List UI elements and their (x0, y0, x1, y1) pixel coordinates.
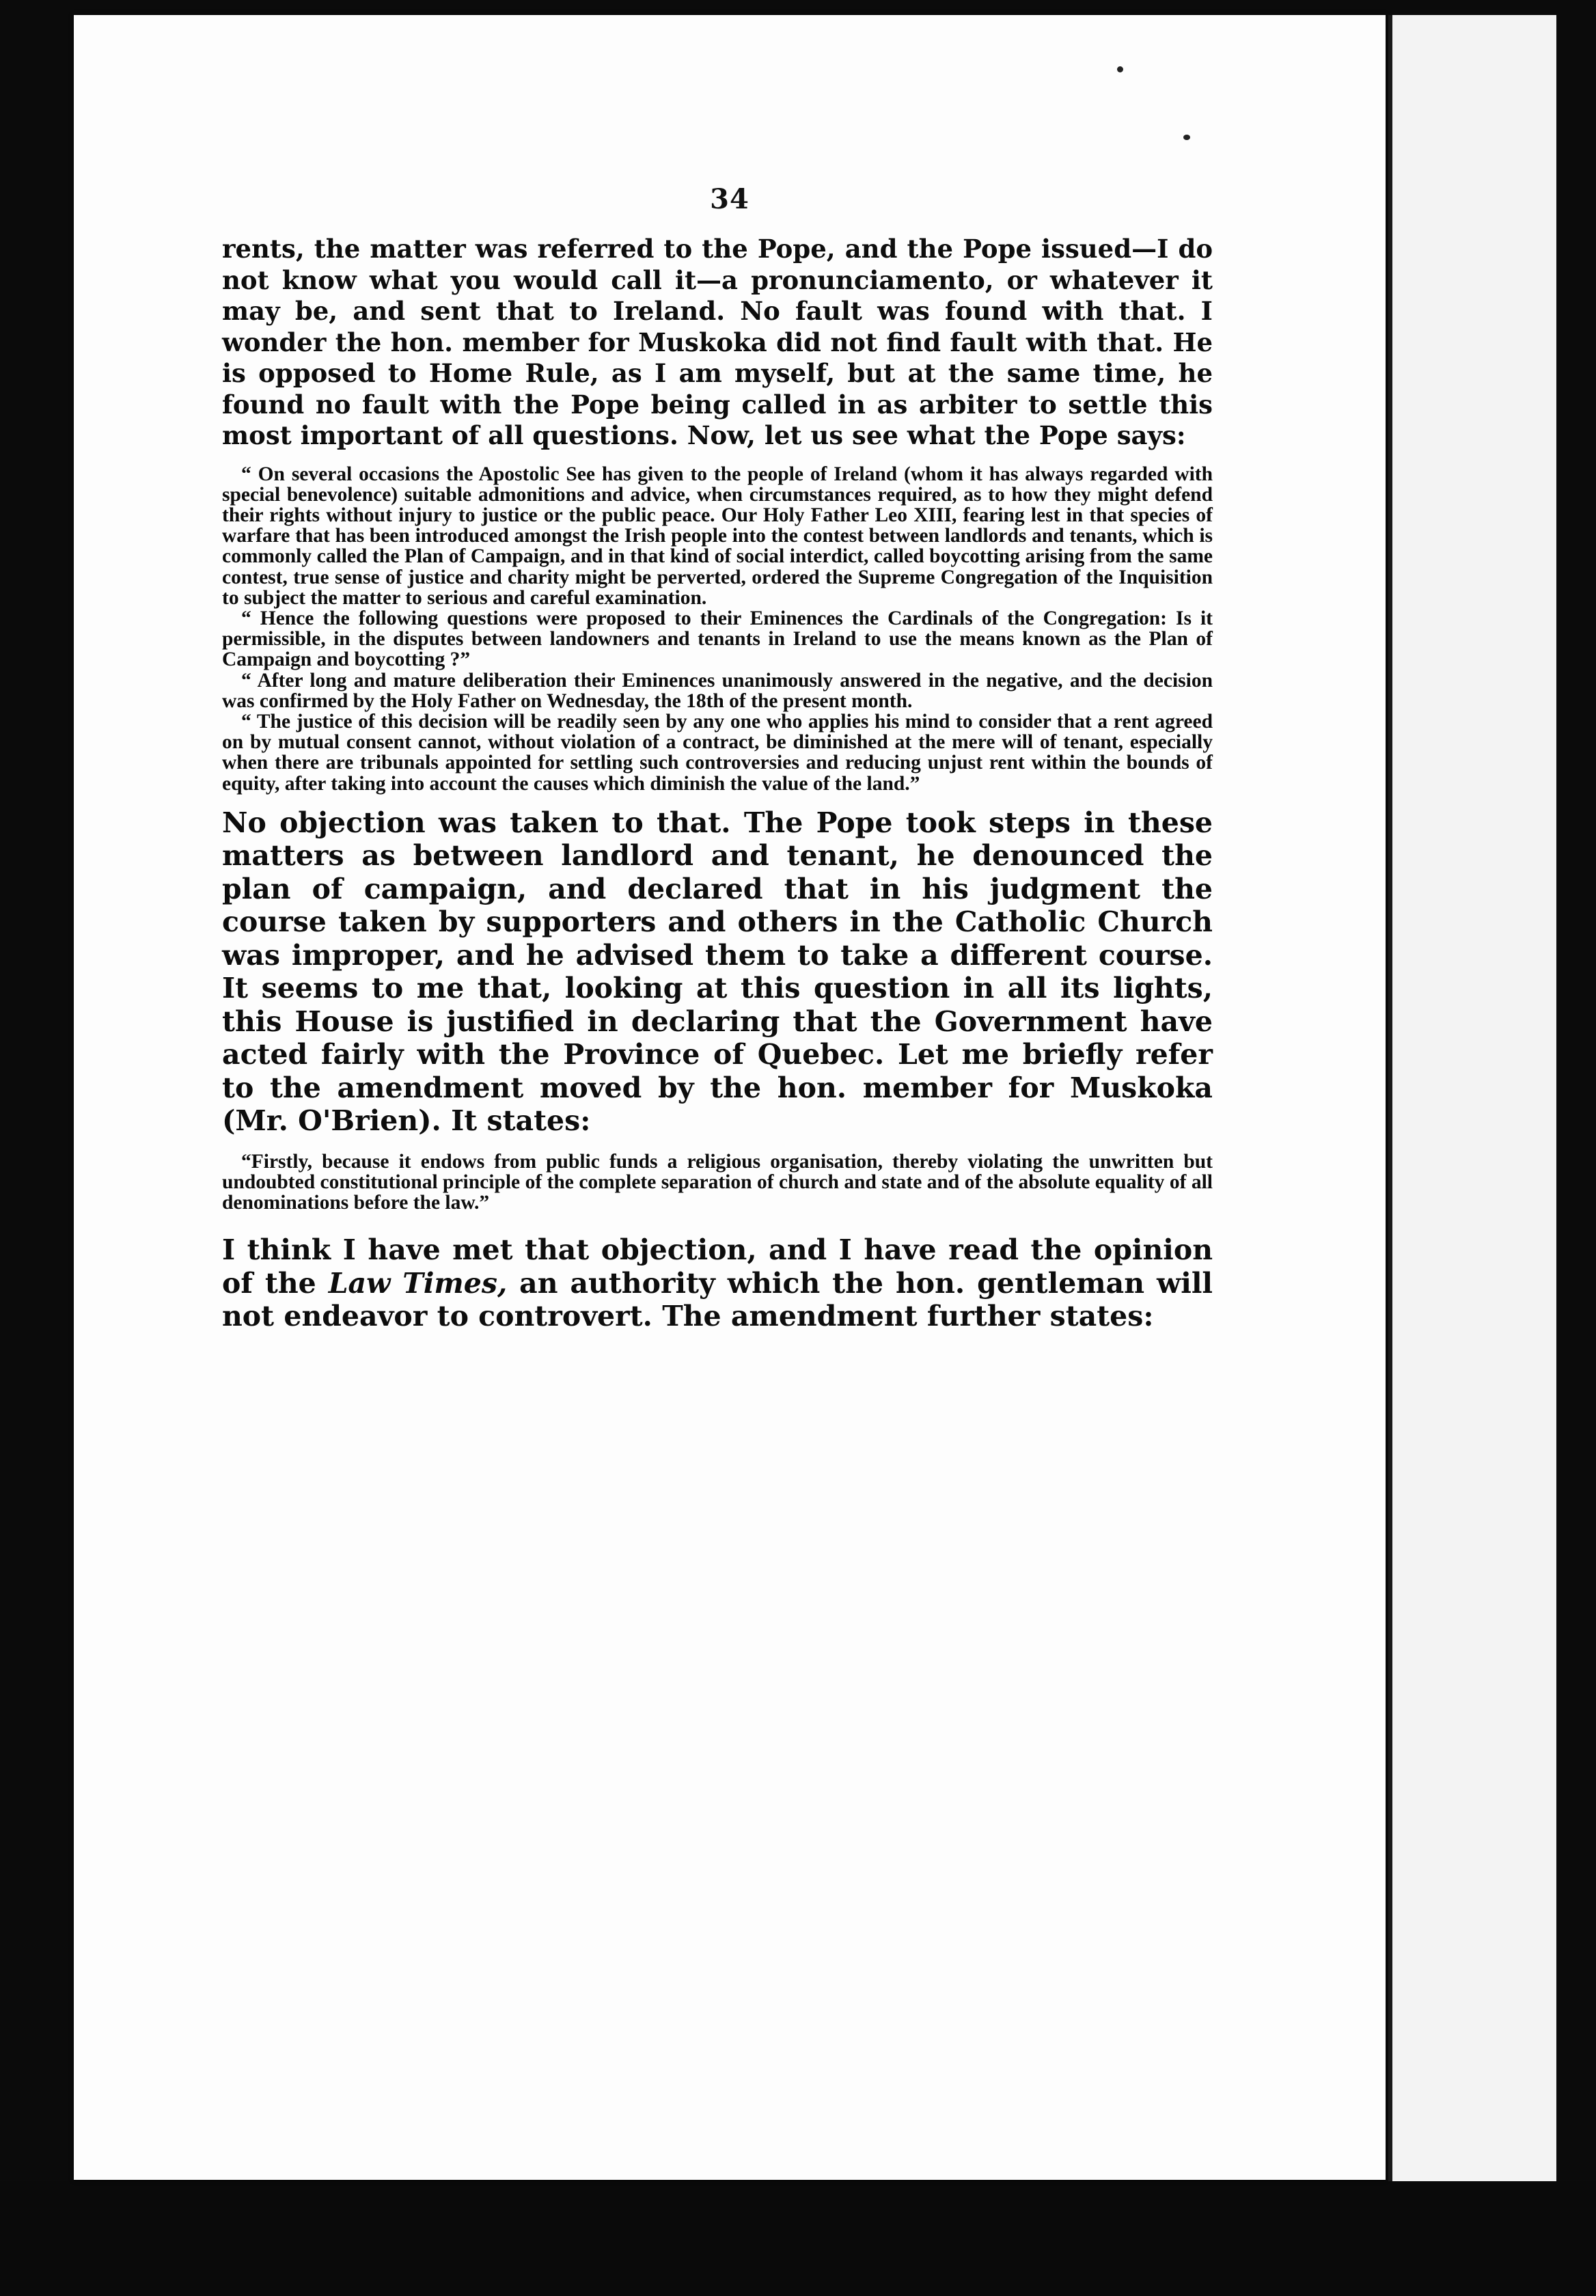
quote-paragraph-3: “ After long and mature deliberation their Eminences unanimously answered in the negative, and the decision was confirmed by the Holy Father on Wednesday, the 18th of the present month. (222, 669, 1213, 712)
paragraph-3-text-a: I think I have met that objection, and I have read the opinion of the (222, 1233, 1213, 1300)
law-times-title: Law Times, (328, 1266, 508, 1300)
amendment-quote: “Firstly, because it endows from public funds a religious organisation, thereby violating the unwritten but undoubted constitutional principle of the complete separation of church and state and of the absolute equality of all denominations before the law.” (222, 1150, 1213, 1214)
document-page (74, 15, 1386, 2180)
scan-bottom-margin (0, 2181, 1596, 2296)
paragraph-1: rents, the matter was referred to the Pope, and the Pope issued—I do not know what you would call it—a pronunciamento, or whatever it may be, and sent that to Ireland. No fault was found with that. I wonder the hon. member for Muskoka did not find fault with that. He is opposed to Home Rule, as I am myself, but at the same time, he found no fault with the Pope being called in as arbiter to settle this most important of all questions. Now, let us see what the Pope says: (222, 234, 1213, 450)
page-number: 34 (710, 183, 749, 215)
paragraph-3 (222, 1233, 1213, 1333)
quote-paragraph-4: “ The justice of this decision will be readily seen by any one who applies his mind to consider that a rent agreed on by mutual consent cannot, without violation of a contract, be diminished at the mere will of tenant, especially when there are tribunals appointed for settling such controversies and reducing unjust rent within the bounds of equity, after taking into account the causes which diminish the value of the land.” (222, 710, 1213, 795)
adjacent-page-strip (1392, 15, 1556, 2181)
paragraph-3-text-b: an authority which the hon. gentleman will not endeavor to controvert. The amendment further states: (222, 1266, 1213, 1333)
quote-paragraph-1: “ On several occasions the Apostolic See has given to the people of Ireland (whom it has always regarded with special benevolence) suitable admonitions and advice, when circumstances required, as to how they might defend their rights without injury to justice or the public peace. Our Holy Father Leo XIII, fearing lest in that species of warfare that has been introduced amongst the Irish people into the contest between landlords and tenants, which is commonly called the Plan of Campaign, and in that kind of social interdict, called boycotting arising from the same contest, true sense of justice and charity might be perverted, ordered the Supreme Congregation of the Inquisition to subject the matter to serious and careful examination. (222, 463, 1213, 609)
ink-speck (1183, 135, 1190, 140)
quote-paragraph-2: “ Hence the following questions were proposed to their Eminences the Cardinals of the Congregation: Is it permissible, in the disputes between landowners and tenants in Ireland to use the means known as the Plan of Campaign and boycotting ?” (222, 607, 1213, 671)
pope-quotation (222, 464, 1213, 794)
page-content (222, 234, 1213, 1333)
paragraph-2: No objection was taken to that. The Pope took steps in these matters as between landlord and tenant, he denounced the plan of campaign, and declared that in his judgment the course taken by supporters and others in the Catholic Church was improper, and he advised them to take a different course. It seems to me that, looking at this question in all its lights, this House is justified in declaring that the Government have acted fairly with the Province of Quebec. Let me briefly refer to the amendment moved by the hon. member for Muskoka (Mr. O'Brien). It states: (222, 806, 1213, 1138)
ink-speck (1117, 66, 1123, 72)
page-edge (1388, 15, 1392, 2181)
